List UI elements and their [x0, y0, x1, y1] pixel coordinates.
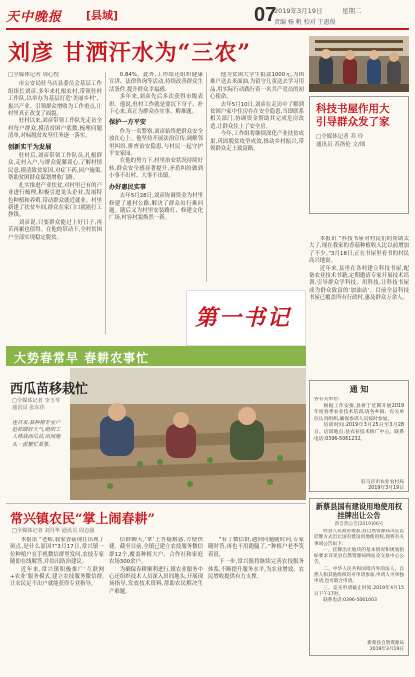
auction-paragraph: 三、竞买申请截止时间:2019年4月15日下午17时。	[314, 585, 404, 597]
lead-paragraph: 扎实推进产业扶贫,对村里已有的产业进行梳理,积极引进龙头企业,发展特色种植和养殖,带动群众就近就业。村里新建了扶贫车间,群众在家门口就能打工挣钱。	[8, 182, 102, 219]
auction-paragraph: 经县人民政府批准,县自然资源局决定以挂牌方式出让国有建设用地使用权,现将有关事项公告如下:	[314, 529, 404, 547]
lead-paragraph: 刘彦说,只要群众能过上好日子,再苦再累也值得。在他的带动下,全村贫困户全部实现稳定脱贫。	[8, 219, 102, 241]
band-title: 大势春常早 春耕农事忙	[14, 351, 150, 365]
page-number: 07	[254, 4, 277, 26]
lead-paragraph: 今年,工作组将继续深化产业扶贫成果,巩固脱贫攻坚成效,推动乡村振兴,带领群众走上致富路。	[210, 131, 304, 153]
seedling-title: 西瓜苗移栽忙	[10, 382, 89, 397]
auction-paragraph: 联系电话:0396-5061003	[323, 598, 377, 604]
lower-paragraph: “有了微信群,遇到问题随时问,专家随时答,再也不用跑腿了。”种植户老李笑着说。	[208, 537, 304, 558]
stamp-text: 第一书记	[195, 305, 292, 331]
lower-column-3	[208, 537, 304, 667]
lower-story-title: 常兴镇农民“掌上闹春耕”	[10, 512, 155, 527]
lead-paragraph: 去年5月10日,刘彦在走访中了解到贫困户家中住房存在安全隐患,当即联系相关部门,协调资金帮助其完成危房改造,让群众住上了安全房。	[210, 101, 304, 130]
lead-paragraph: 他为贫困大学生捐款1000元,为困难户送去米面油,为留守儿童送去学习用品,用实际行动践行着一名共产党员的初心使命。	[210, 72, 304, 101]
issue-date: 2019年3月19日	[274, 7, 323, 15]
lead-subheading: 办好惠民实事	[109, 183, 147, 191]
lead-byline: □全媒体记者 周心悦	[8, 72, 59, 78]
auction-signature: 新蔡县自然资源局 2019年3月19日	[367, 641, 404, 652]
notice-paragraph: 各有关单位:	[314, 397, 340, 402]
seedling-byline: □全媒体记者 李玉琴 通讯员 张东伟	[12, 398, 61, 411]
lower-column-2	[109, 537, 203, 667]
notice-box	[309, 380, 409, 492]
notice-paragraph: 根据工作安排,县将于近期开展2019年度春季农业技术培训,请各乡镇、有关单位认真组织,确保参训人员按时参加。	[314, 403, 404, 422]
notice-body	[314, 397, 404, 479]
lead-paragraph: 作为一名警察,刘彦始终把群众安全放在心上。他坚持开展法治宣传,调解邻里纠纷,排查治安隐患,与村民一起守护平安家园。	[109, 128, 203, 158]
land-auction-notice	[309, 498, 409, 656]
section-divider	[6, 503, 306, 504]
lead-paragraph: 多年来,刘彦先后多次获得市级表彰。他说,驻村工作就是要沉下身子、扑下心来,真正为群众办实事、解难题。	[109, 94, 203, 116]
lead-paragraph: 去年5月28日,刘彦协调资金为村里修建了通村公路,解决了群众出行难问题。随后又为村里安装路灯、修建文化广场,村容村貌焕然一新。	[109, 193, 203, 222]
section-tag: [县域]	[86, 9, 119, 22]
side-feature-box	[309, 96, 409, 214]
lead-paragraph: 0.84%。此外,工作组还组织健康宣讲、法律咨询等活动,持续改善群众生活条件,提升群众幸福感。	[109, 72, 203, 93]
side-feature-paragraph: 本报讯 “科技书屋对村民们的帮助太大了,现在我家的香菇种植收入比以前增加了不少。”3月18日,正在书屋里看书的村民高兴地说。	[309, 236, 409, 265]
lead-column-3	[210, 72, 304, 284]
auction-paragraph: 一、挂牌出让地块的基本情况和规划指标要求详见县自然资源局网站及交易中心公告。	[314, 547, 404, 566]
lower-column-1	[10, 537, 104, 667]
lead-paragraph: 市公安局驻马店县委员会基层工作组组长刘彦,多年来扎根农村,带领驻村工作队,以举办为基层打造‘美丽乡村’、振兴产业、引领群众增收为工作重点,让村里真正改变了面貌。	[8, 81, 102, 118]
auction-paragraph: 二、中华人民共和国境内外的法人、自然人和其他组织均可申请参加,申请人可单独申请,也可联合申请。	[314, 566, 404, 585]
side-feature-text	[309, 236, 409, 368]
notice-paragraph: 培训时间:2019年3月25日至3月28日。培训地点:县农业技术推广中心。联系电话:0396-5061232。	[314, 423, 404, 442]
column-divider	[206, 72, 207, 282]
bookshelf-photo	[309, 36, 409, 92]
lower-paragraph: 本报讯 “老师,我家香菇现在出现了斑点,是什么原因?”3月17日,常兴镇一位种植户在手机微信群里发问,农技专家随即在线解答,并给出防治建议。	[10, 537, 104, 566]
seedling-photo	[70, 368, 306, 500]
lower-paragraph: 近年来,常兴镇积极推广‘互联网+农业’服务模式,建立农技服务微信群,让农民足不出户就能获得专业指导。	[10, 566, 104, 588]
auction-title: 新蔡县国有建设用地使用权挂牌出让公告	[315, 502, 403, 520]
column-divider	[105, 72, 106, 334]
lead-subheading: 保护一方平安	[109, 119, 147, 127]
lead-paragraph: 在他的努力下,村里治安状况持续好转,群众安全感显著提升,矛盾纠纷做到小事不出村、大事不出镇。	[109, 158, 203, 180]
editor-credits: 责编 杨 帆 校对 王惠俊	[274, 19, 336, 26]
newspaper-logo: 天中晚报	[6, 10, 63, 25]
lower-paragraph: 信群聊天,‘掌’上答疑解惑,方便快捷。截至目前,全镇已建立农技服务微信群12个,覆盖种植大户、合作社和家庭农场300余户。	[109, 537, 203, 566]
lead-column-1	[8, 72, 102, 334]
side-feature-paragraph: 近年来,县里在各村建立科技书屋,配备农业技术书籍,定期邀请专家开展技术培训,引导群众学科技、用科技,让科技书屋成为群众致富的‘加油站’。目前全县科技书屋已覆盖所有行政村,惠及群众万余人。	[309, 265, 409, 302]
seedling-caption: 连日来,县种植专业户抢抓晴好天气,组织工人移栽西瓜苗,田间地头一派繁忙景象。	[12, 420, 61, 448]
notice-signature: 驻马店市农业农村局 2019年3月19日	[360, 480, 404, 492]
lower-paragraph: 为确保春耕顺利进行,镇农业服务中心还组织技术人员深入田间地头,开展现场指导,发放技术资料,帮助农民解决生产难题。	[109, 566, 203, 595]
side-feature-title: 科技书屋作用大 引导群众发了家	[316, 103, 390, 128]
issue-weekday: 星期二	[342, 7, 362, 15]
notice-title: 通 知	[349, 384, 369, 394]
spring-farming-band	[6, 346, 306, 366]
lead-paragraph: 驻村后,刘彦带领工作队员,扎根群众,走村入户,与群众促膝谈心,了解村情民意,摸清致贫原因,对症下药,因户施策,帮助贫困群众谋划增收门路。	[8, 153, 102, 182]
auction-reference: 新自然公告[2019]06号	[334, 522, 384, 527]
side-feature-byline: □全媒体记者 乔 玲 通讯员 苏洛伦 文/图	[316, 134, 366, 148]
auction-body	[314, 529, 404, 641]
masthead	[6, 4, 409, 30]
lead-subheading: 创新实干为发展	[8, 143, 52, 151]
first-secretary-stamp	[186, 290, 306, 346]
lower-story-byline: □全媒体记者 刘丹华 通讯员 周志强	[12, 528, 95, 534]
lower-paragraph: 下一步,常兴镇将继续完善农技服务体系,不断提升服务水平,为农业增效、农民增收提供有力支撑。	[208, 559, 304, 581]
lead-paragraph: 驻村以来,刘彦带领工作队先走访全村每户群众,摸清贫困户底数,梳理问题清单,对标脱贫攻坚任务逐一落实。	[8, 118, 102, 140]
lead-headline: 刘彦 甘洒汗水为“三农”	[8, 40, 251, 66]
